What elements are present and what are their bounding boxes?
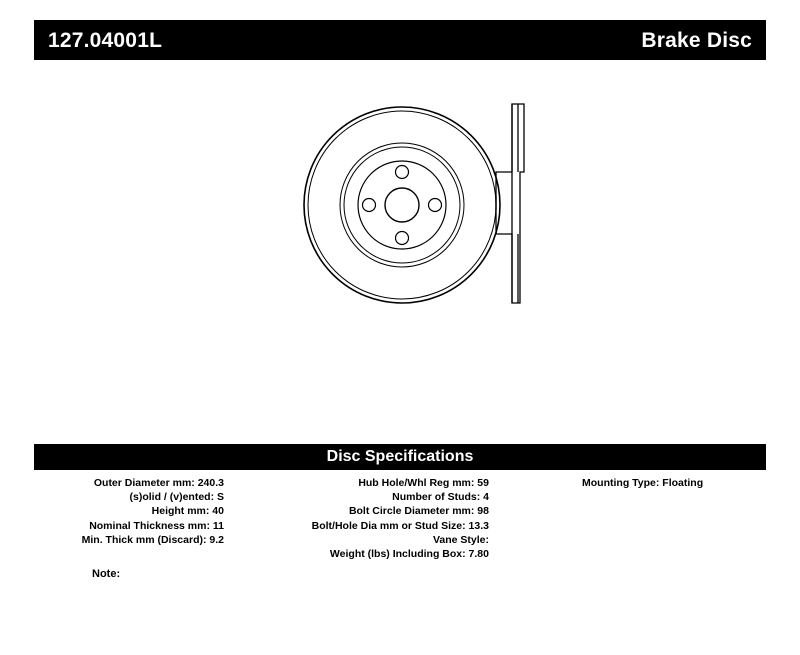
spec-item: Nominal Thickness mm: 11 — [89, 519, 224, 532]
note-label: Note: — [92, 568, 121, 580]
spec-item: Bolt/Hole Dia mm or Stud Size: 13.3 — [311, 519, 489, 532]
spec-item: Number of Studs: 4 — [392, 491, 489, 504]
spec-columns — [34, 476, 766, 576]
spec-item: Outer Diameter mm: 240.3 — [93, 477, 224, 489]
spec-section-header — [34, 444, 766, 470]
spec-column-middle — [249, 476, 489, 561]
spec-item: Vane Style: — [432, 533, 489, 546]
spec-item: (s)olid / (v)ented: S — [129, 491, 224, 504]
product-drawing — [34, 70, 766, 430]
spec-item: Height mm: 40 — [151, 505, 224, 518]
part-number: 127.04001L — [48, 28, 163, 52]
spec-item: Weight (lbs) Including Box: 7.80 — [329, 548, 489, 561]
rotor-edge-view — [484, 98, 564, 318]
spec-item: Hub Hole/Whl Reg mm: 59 — [358, 477, 489, 489]
header-bar — [34, 20, 766, 60]
spec-section-title: Disc Specifications — [326, 448, 474, 465]
spec-item: Min. Thick mm (Discard): 9.2 — [81, 533, 224, 546]
page-title: Brake Disc — [641, 28, 752, 52]
spec-item: Bolt Circle Diameter mm: 98 — [348, 505, 489, 518]
spec-column-left — [34, 476, 224, 547]
spec-item: Mounting Type: Floating — [582, 477, 704, 489]
spec-column-right — [544, 476, 766, 490]
